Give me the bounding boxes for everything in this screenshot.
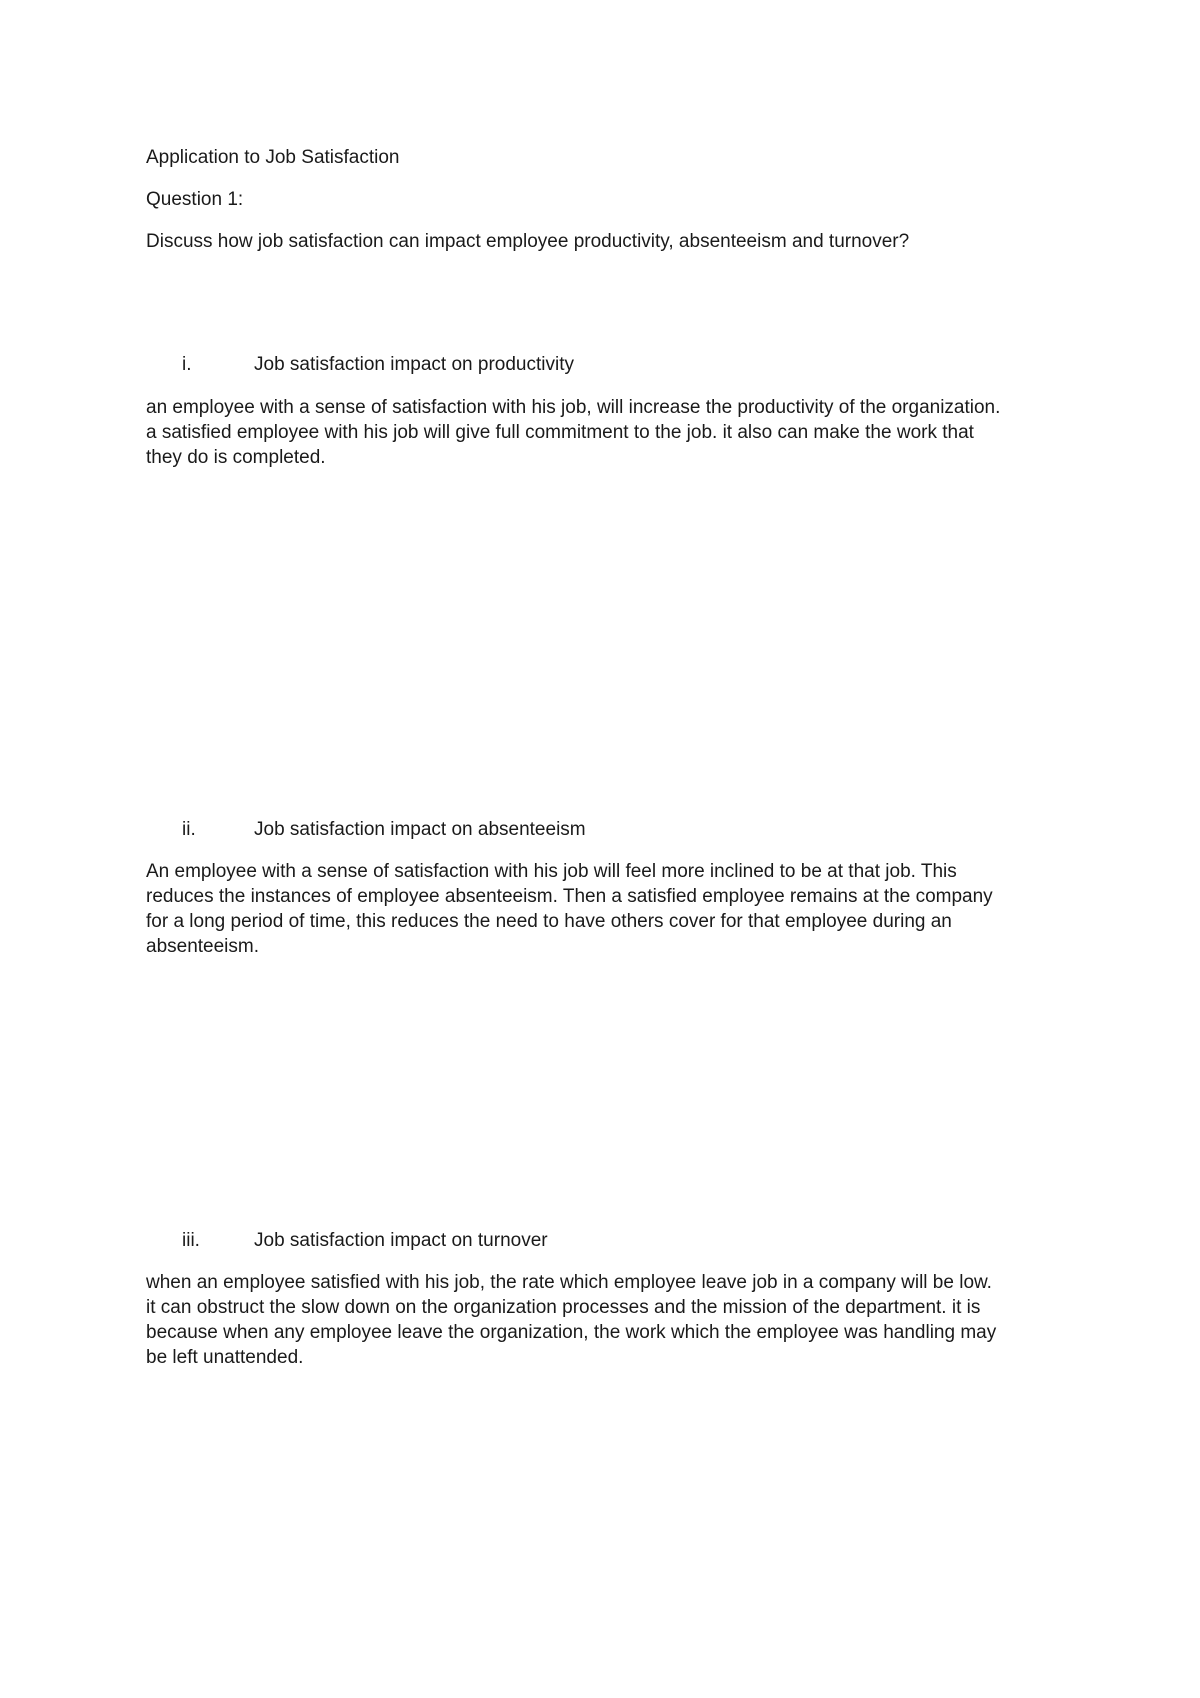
section-body-absenteeism bbox=[146, 859, 1066, 959]
section-body-productivity bbox=[146, 395, 1066, 470]
body-line: they do is completed. bbox=[146, 447, 326, 468]
section-heading-text: Job satisfaction impact on absenteeism bbox=[254, 819, 586, 840]
section-heading-text: Job satisfaction impact on productivity bbox=[254, 354, 574, 375]
body-line: be left unattended. bbox=[146, 1347, 304, 1368]
body-line: absenteeism. bbox=[146, 936, 260, 957]
body-line: An employee with a sense of satisfaction with his job will feel more inclined to be at that job. This bbox=[146, 861, 957, 882]
question-text: Discuss how job satisfaction can impact employee productivity, absenteeism and turnover? bbox=[146, 231, 910, 252]
body-line: because when any employee leave the organization, the work which the employee was handling may bbox=[146, 1322, 997, 1343]
section-numeral: i. bbox=[182, 354, 192, 375]
body-line: a satisfied employee with his job will give full commitment to the job. it also can make the work that bbox=[146, 422, 974, 443]
body-line: when an employee satisfied with his job, the rate which employee leave job in a company will be low. bbox=[146, 1272, 992, 1293]
section-numeral: ii. bbox=[182, 819, 196, 840]
section-numeral: iii. bbox=[182, 1230, 200, 1251]
body-line: it can obstruct the slow down on the organization processes and the mission of the department. it is bbox=[146, 1297, 981, 1318]
document-title: Application to Job Satisfaction bbox=[146, 147, 400, 168]
body-line: reduces the instances of employee absenteeism. Then a satisfied employee remains at the company bbox=[146, 886, 993, 907]
section-body-turnover bbox=[146, 1270, 1066, 1370]
body-line: an employee with a sense of satisfaction with his job, will increase the productivity of the organization. bbox=[146, 397, 1001, 418]
section-heading-text: Job satisfaction impact on turnover bbox=[254, 1230, 548, 1251]
body-line: for a long period of time, this reduces the need to have others cover for that employee during an bbox=[146, 911, 952, 932]
question-label: Question 1: bbox=[146, 189, 244, 210]
